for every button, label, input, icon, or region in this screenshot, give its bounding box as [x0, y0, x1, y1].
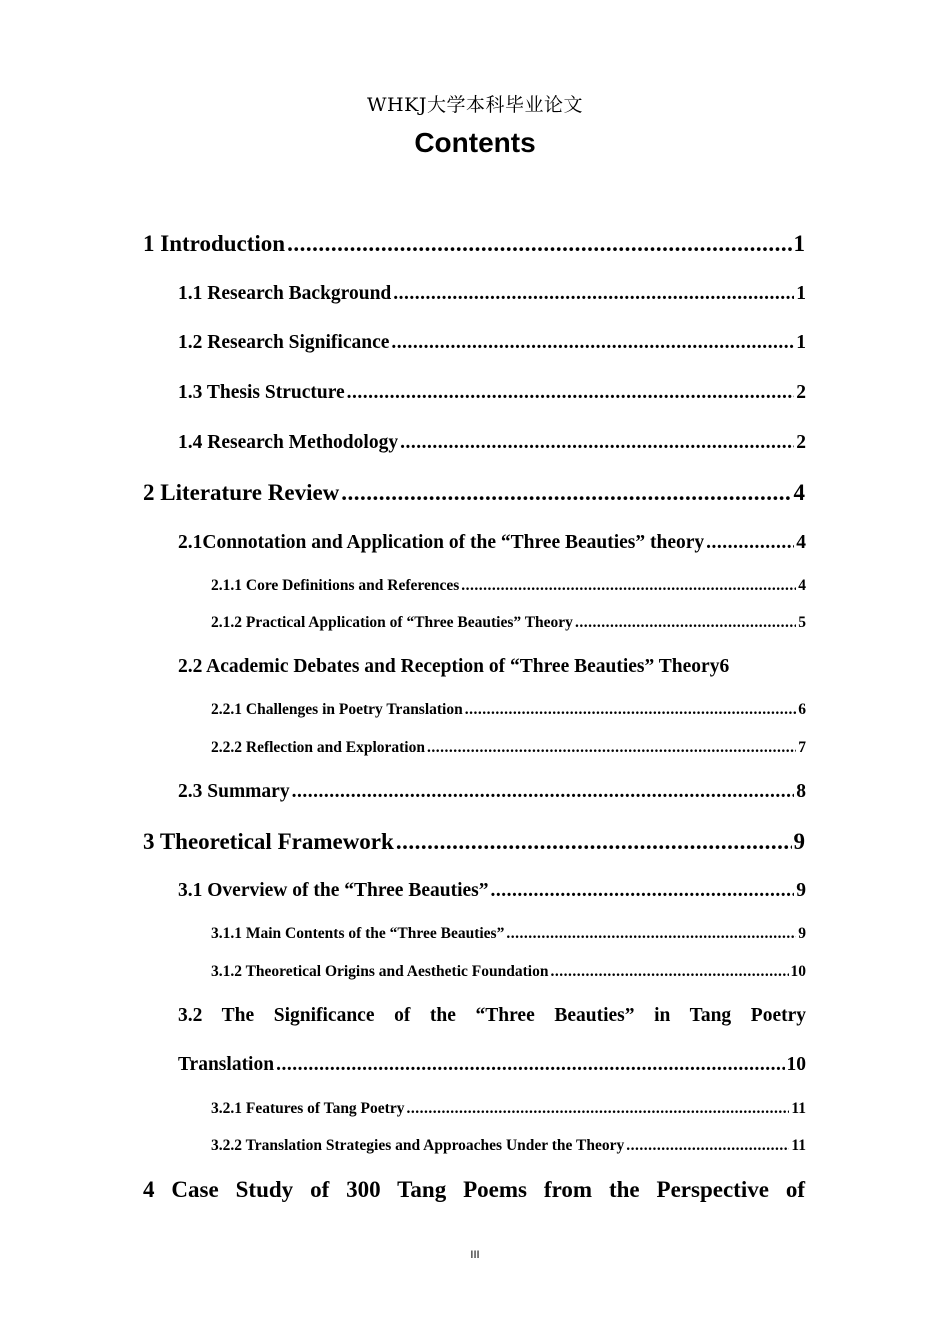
toc-entry[interactable]: [143, 231, 805, 257]
toc-entry-title: 1.1 Research Background: [178, 283, 392, 304]
toc-entry-page: 9: [796, 880, 806, 901]
toc-leader: [292, 781, 795, 803]
toc-entry-page: 4: [793, 480, 805, 505]
toc-entry-title: 3.2.1 Features of Tang Poetry: [211, 1100, 405, 1117]
page-header: WHKJ大学本科毕业论文: [367, 94, 583, 116]
toc-entry-title: 3 Theoretical Framework: [143, 829, 394, 854]
toc-entry[interactable]: [211, 963, 806, 981]
toc-entry-title: 2.2.2 Reflection and Exploration: [211, 739, 425, 756]
toc-entry-title: 1.3 Thesis Structure: [178, 382, 345, 403]
toc-leader: [706, 532, 794, 554]
toc-entry[interactable]: [178, 382, 806, 404]
toc-entry-title: 1.2 Research Significance: [178, 332, 390, 353]
toc-entry-page: 4: [798, 577, 806, 594]
toc-entry-title: 2.2 Academic Debates and Reception of “Three Beauties” Theory6: [178, 656, 730, 677]
toc-entry-title: 3.2.2 Translation Strategies and Approaches Under the Theory: [211, 1137, 625, 1154]
toc-entry-page: 10: [786, 1054, 806, 1075]
toc-entry[interactable]: [211, 925, 806, 943]
toc-leader: [491, 880, 795, 902]
toc-entry-title: 2.2.1 Challenges in Poetry Translation: [211, 701, 463, 718]
toc-entry-title: 2.1.1 Core Definitions and References: [211, 577, 460, 594]
page-number: III: [470, 1249, 480, 1261]
toc-entry-title: 3.1 Overview of the “Three Beauties”: [178, 880, 489, 901]
toc-leader: [391, 332, 794, 354]
toc-entry-title: 2.1.2 Practical Application of “Three Beauties” Theory: [211, 614, 573, 631]
toc-leader: [276, 1054, 784, 1076]
toc-leader: [461, 577, 796, 595]
toc-entry-title: 2.3 Summary: [178, 781, 290, 802]
toc-leader: [465, 701, 797, 719]
toc-entry-page: 2: [796, 432, 806, 453]
toc-leader: [347, 382, 795, 404]
toc-entry[interactable]: [178, 432, 806, 454]
toc-entry-page: 8: [796, 781, 806, 802]
page-title: Contents: [414, 127, 536, 158]
toc-entry-page: 9: [798, 925, 806, 942]
toc-entry-page: 1: [796, 332, 806, 353]
toc-entry[interactable]: [143, 829, 805, 855]
toc-leader: [575, 614, 796, 632]
toc-entry[interactable]: [211, 1137, 806, 1155]
toc-leader: [406, 1100, 789, 1118]
toc-leader: [506, 925, 796, 943]
toc-leader: [393, 283, 794, 305]
toc-leader: [400, 432, 794, 454]
toc-entry-title: Translation: [178, 1054, 275, 1075]
toc-entry-page: 11: [791, 1137, 806, 1154]
toc-entry-page: 5: [798, 614, 806, 631]
toc-entry-wrapped-title[interactable]: 3.2 The Significance of the “Three Beauties” in Tang Poetry: [178, 1005, 806, 1026]
toc-entry-page: 4: [796, 532, 806, 553]
toc-leader: [427, 739, 796, 757]
toc-entry-page: 9: [793, 829, 805, 854]
toc-entry-page: 10: [790, 963, 806, 980]
toc-entry-title: 3.1.1 Main Contents of the “Three Beauties”: [211, 925, 505, 942]
toc-entry[interactable]: [178, 880, 806, 902]
toc-entry[interactable]: [211, 614, 806, 632]
toc-leader: [287, 231, 791, 257]
toc-entry[interactable]: [143, 480, 805, 506]
toc-entry[interactable]: [211, 701, 806, 719]
toc-leader: [626, 1137, 789, 1155]
toc-entry[interactable]: [178, 532, 806, 554]
toc-leader: [550, 963, 788, 981]
toc-entry-page: 1: [796, 283, 806, 304]
toc-entry-page: 1: [793, 231, 805, 256]
toc-entry[interactable]: [211, 577, 806, 595]
toc-entry[interactable]: [178, 656, 806, 678]
toc-entry-page: 11: [791, 1100, 806, 1117]
toc-entry-title: 2.1Connotation and Application of the “Three Beauties” theory: [178, 532, 705, 553]
toc-entry-wrapped-title[interactable]: 4 Case Study of 300 Tang Poems from the Perspective of: [143, 1177, 805, 1202]
toc-entry-page: 6: [798, 701, 806, 718]
toc-entry-title: 1 Introduction: [143, 231, 286, 256]
toc-entry-title: 1.4 Research Methodology: [178, 432, 399, 453]
toc-leader: [341, 480, 791, 506]
toc-entry[interactable]: [178, 332, 806, 354]
toc-entry[interactable]: [178, 781, 806, 803]
toc-entry[interactable]: [211, 1100, 806, 1118]
toc-entry[interactable]: [211, 739, 806, 757]
toc-entry-page: 2: [796, 382, 806, 403]
toc-entry-page: 7: [798, 739, 806, 756]
toc-entry-title: 2 Literature Review: [143, 480, 340, 505]
toc-entry[interactable]: [178, 1054, 806, 1076]
toc-entry-title: 3.1.2 Theoretical Origins and Aesthetic Foundation: [211, 963, 549, 980]
toc-entry[interactable]: [178, 283, 806, 305]
toc-leader: [396, 829, 792, 855]
